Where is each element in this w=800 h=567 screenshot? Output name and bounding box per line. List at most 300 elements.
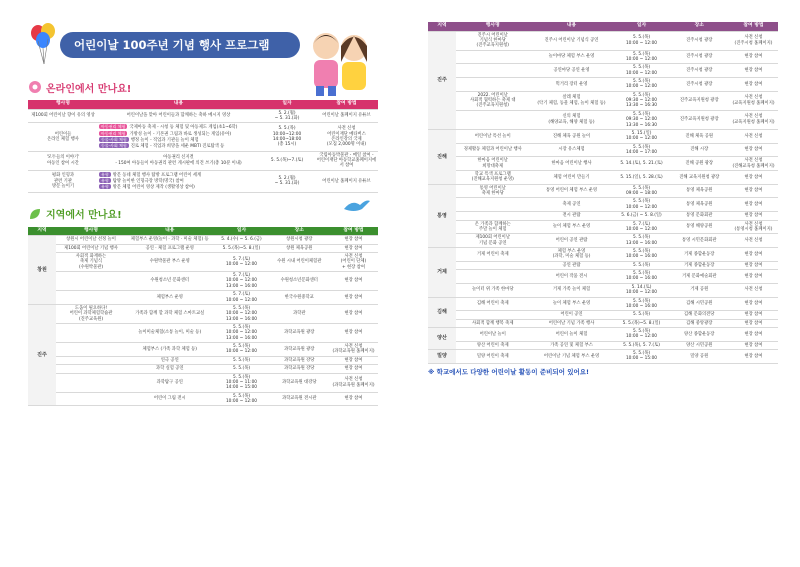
date-cell: 5. 5.(목) 14:00 ~ 17:00 (614, 143, 670, 157)
table-row (428, 341, 778, 349)
table-row (428, 91, 778, 110)
content-cell: 어린이날 기념 가족 행사 (530, 319, 614, 327)
content-cell: 체험 어린이 만들기 (530, 171, 614, 185)
place-cell: 진주시청 광장 (670, 78, 730, 92)
place-cell: 과학관 (270, 304, 330, 323)
place-cell: 진해 시장 (670, 143, 730, 157)
date-cell: 5. 5.(목) 10:00 ~ 16:00 (614, 297, 670, 311)
table-row (428, 50, 778, 64)
table-row (28, 365, 378, 373)
method-cell: 현장 참여 (729, 184, 778, 198)
event-name-cell: 평화 인형과 관련 기관 방문 놀이기 (28, 170, 98, 192)
method-cell: 현장 참여 (329, 392, 378, 406)
table-row (28, 151, 378, 170)
table-row (428, 220, 778, 234)
category-badge: 유형 (101, 178, 109, 184)
page-title: 어린이날 100주년 기념 행사 프로그램 (60, 32, 300, 58)
place-cell: 수원청소년문화센터 (270, 272, 330, 291)
local-section-header (28, 205, 378, 223)
content-cell: 공연마당 공연 운영 (530, 64, 614, 78)
region-cell: 진주 (28, 304, 56, 405)
table-row (428, 64, 778, 78)
date-cell: 5. 5.(목) 10:00 ~ 12:00 (614, 327, 670, 341)
date-cell: 5. 4.(수) ~ 5. 6.(금) (214, 236, 270, 244)
event-name-cell (456, 50, 530, 64)
date-cell: 5. 5.(목) 10:00~12:00 14:00~18:00 (총 15시) (259, 123, 315, 151)
table-row (428, 157, 778, 171)
content-cell: 가족과 함께 할 과학 체험 스마트교실 (126, 304, 214, 323)
date-cell: 5. 5.(목) 10:00 ~ 12:00 (614, 78, 670, 92)
method-cell: 사전 신청 (진해교육청 홈페이지) (729, 157, 778, 171)
date-cell: 5. 6.(금) ~ 5. 8.(일) (614, 212, 670, 220)
content-text: 진로 체험 - 직업과 희망을 세운 MBTI 진로탐색 등 (130, 144, 225, 150)
date-cell: 5. 5.(목) (614, 261, 670, 269)
date-cell: 5. 5.(목)~5. 8.(일) (614, 319, 670, 327)
method-cell: 현장 참여 (729, 248, 778, 262)
region-cell: 창원 (28, 236, 56, 305)
place-cell: 과학교육원 강당 (270, 356, 330, 364)
event-name-cell: 제100회 어린이날 기념 문화 공연 (456, 234, 530, 248)
table-row (428, 234, 778, 248)
right-panel (428, 22, 778, 376)
column-header: 지역 (428, 22, 456, 31)
place-cell: 진주시청 광장 (670, 31, 730, 50)
table-row (428, 283, 778, 297)
title-area (28, 22, 378, 72)
region-cell: 진주 (428, 31, 456, 129)
column-header: 참여 방법 (329, 227, 378, 236)
method-cell: 현장 참여 (729, 261, 778, 269)
table-row (28, 253, 378, 272)
event-name-cell: '모두들의 이야기' 아동인 참여 시간 (28, 151, 98, 170)
place-cell: 통영 문화회관 (670, 212, 730, 220)
balloons-icon (28, 22, 60, 66)
place-cell: 양산 종합운동장 (670, 327, 730, 341)
method-cell: 현장 참여 (729, 50, 778, 64)
category-badge: 유형 (101, 184, 109, 190)
method-cell: 현장 참여 (729, 198, 778, 212)
content-text: 국제아동 축제 - 시청 등 체험 및 아동제도 게임(초1~6학) (129, 125, 238, 131)
date-cell: 5. 5.(목) 10:00 ~ 11:00 14:00 ~ 15:00 (214, 373, 270, 392)
place-cell: 한국수원중학교 (270, 291, 330, 305)
place-cell: 양산 시민공원 (670, 341, 730, 349)
place-cell: 진주교육지원청 광장 (670, 110, 730, 129)
content-cell: 놀이 체험 부스 운영 (530, 220, 614, 234)
content-cell: 어린이 그림 전시 (126, 392, 214, 406)
event-name-cell: 제100회 어린이날 향이 유의 영상 (28, 109, 98, 123)
method-cell: 사전 신청 (통영시청 홈페이지) (729, 220, 778, 234)
right-table (428, 22, 778, 364)
date-cell: 5. 7.(토) 10:00 ~ 12:00 13:00 ~ 16:00 (214, 272, 270, 291)
column-header: 장소 (270, 227, 330, 236)
method-cell: 현장 참여 (329, 356, 378, 364)
place-cell: 통영 해양공원 (670, 220, 730, 234)
content-cell: 어린이날을 맞아 어린이들과 함께하는 축하 메시지 영상 (98, 109, 259, 123)
date-cell: 5. 15.(일) 10:00 ~ 12:00 (614, 129, 670, 143)
date-cell: 5. 5.(목) 13:00 ~ 16:00 (614, 234, 670, 248)
method-cell: 현장 참여 (329, 323, 378, 342)
place-cell: 거제 종합운동장 (670, 248, 730, 262)
content-cell: 아동권리 신지결 - 150여 아동들이 아동권리 관련 게시판에 의견 쓰기(총 10분 이내) (98, 151, 259, 170)
method-cell: 사전 신청 (과학교육원 홈페이지) (329, 373, 378, 392)
method-cell: 현장 참여 (729, 341, 778, 349)
column-header: 행사명 (56, 227, 126, 236)
event-name-cell: 어린이날 놀이 (456, 327, 530, 341)
method-cell: 현장 참여 (729, 212, 778, 220)
date-cell: 5. 5.(목) (214, 365, 270, 373)
region-cell: 밀양 (428, 350, 456, 364)
table-row (428, 270, 778, 284)
local-table (28, 227, 378, 406)
content-cell: 거제 가족 놀이 체험 (530, 283, 614, 297)
method-cell: 현장 참여 (729, 327, 778, 341)
content-item (99, 184, 258, 190)
event-name-cell: 밀양 어린이 축제 (456, 350, 530, 364)
content-cell: 어린이 공연 관람 (530, 234, 614, 248)
table-row (428, 327, 778, 341)
region-cell: 진해 (428, 129, 456, 184)
column-header: 행사명 (28, 100, 98, 109)
method-cell: 현장 참여 (729, 64, 778, 78)
footnote: ※ 학교에서도 다양한 어린이날 활동이 준비되어 있어요! (428, 367, 589, 376)
date-cell: 5. 15.(일), 5. 28.(토) (614, 171, 670, 185)
region-cell: 거제 (428, 248, 456, 298)
table-row (28, 272, 378, 291)
table-row (428, 184, 778, 198)
table-row (28, 109, 378, 123)
content-text: 가방성 놀이 - 기본권 그림과 바로 생성되는 게임(유아) (129, 131, 232, 137)
date-cell: 5. 5.(목)~5. 8.(일) (214, 244, 270, 252)
method-cell: 현장 참여 (329, 291, 378, 305)
content-cell: 먹거리 장터 운영 (530, 78, 614, 92)
table-row (428, 311, 778, 319)
table-row (428, 198, 778, 212)
event-name-cell (56, 272, 126, 291)
content-cell: 진주시 어린이날 기념식 공연 (530, 31, 614, 50)
table-row (428, 110, 778, 129)
content-cell: 신의 체험 (해양교육, 해양 체험 등) (530, 110, 614, 129)
content-cell: 진해 체육 공원 놀이 (530, 129, 614, 143)
leaf-icon (28, 207, 42, 221)
date-cell: 5. 5.(목), 5. 7.(토) (614, 341, 670, 349)
method-cell: 현장 참여 (729, 297, 778, 311)
category-badge: 아동권리 체험 (101, 124, 126, 130)
date-cell: 5. 2.(월) ~ 5. 31.(화) (259, 109, 315, 123)
table-row (28, 373, 378, 392)
table-row (28, 356, 378, 364)
method-cell: 현장 참여 (329, 304, 378, 323)
date-cell: 5. 7.(토) 10:00 ~ 12:00 (614, 220, 670, 234)
left-panel (28, 22, 378, 406)
method-cell: 사전 신청 (과학교육원 홈페이지) (329, 343, 378, 357)
method-cell: 현장 참여 (729, 78, 778, 92)
content-text: 방문 체험 어린이 영상 제작 (생활영상 참여) (112, 185, 195, 191)
table-row (428, 297, 778, 311)
online-table (28, 100, 378, 193)
category-badge: 동물·사회 체험 (101, 143, 127, 149)
category-badge: 아동권리 체험 (101, 130, 126, 136)
table-row (428, 261, 778, 269)
content-cell: 체험 부스 운영 (과학, 미술 체험 등) (530, 248, 614, 262)
content-cell: 축제 공연 (530, 198, 614, 212)
column-header: 행사명 (456, 22, 530, 31)
content-cell: 시장 유스체험 (530, 143, 614, 157)
place-cell: 진주시청 광장 (670, 50, 730, 64)
date-cell: 5. 7.(토) 10:00 ~ 12:00 (214, 291, 270, 305)
place-cell: 김해 문화의전당 (670, 311, 730, 319)
place-cell: 진주시청 광장 (670, 64, 730, 78)
table-row (28, 343, 378, 357)
content-cell: 과학탐구 공연 (126, 373, 214, 392)
event-name-cell (56, 343, 126, 357)
event-name-cell: 양산 어린이 축제 (456, 341, 530, 349)
place-cell: 수원 시내 어린이체험관 (270, 253, 330, 272)
method-cell: 국립아동박물관 - 매일 참여 - 어린이재단 아동학교홈페이지에서 참여 (316, 152, 377, 169)
method-cell: 현장 참여 (729, 270, 778, 284)
method-cell: 사전 신청 (교육지원청 홈페이지) (729, 110, 778, 129)
place-cell: 김해 중앙광장 (670, 319, 730, 327)
date-cell: 5. 5.(목) (614, 311, 670, 319)
content-cell: 체험부스 운영 (126, 291, 214, 305)
date-cell: 5. 5.(목) 09:30 ~ 12:00 13:30 ~ 16:30 (614, 110, 670, 129)
event-name-cell: 어린이날 특선 놀이 (456, 129, 530, 143)
date-cell: 5. 14.(토), 5. 21.(토) (614, 157, 670, 171)
table-row (428, 350, 778, 364)
content-text: 행정 놀이 - 직업과 기관들 놀이 체험 (130, 137, 199, 143)
event-name-cell (56, 392, 126, 406)
method-cell: 현장 참여 (729, 319, 778, 327)
content-cell: 살레 체험 (악기 체험, 동물 체험, 놀이 체험 등) (530, 91, 614, 110)
table-row (28, 170, 378, 192)
column-header: 내용 (126, 227, 214, 236)
table-row (28, 236, 378, 244)
region-cell: 통영 (428, 184, 456, 247)
place-cell: 진주교육지원청 광장 (670, 91, 730, 110)
content-cell: 수원박물관 부스 운영 (126, 253, 214, 272)
event-name-cell (56, 356, 126, 364)
region-cell: 김해 (428, 297, 456, 327)
method-cell: 현장 참여 (329, 365, 378, 373)
content-cell: 어린이 놀이 체험 (530, 327, 614, 341)
category-badge: 동물·사회 체험 (101, 136, 127, 142)
place-cell: 통영 시민문화회관 (670, 234, 730, 248)
content-text: 방문 동네 체험 행사 탐방 프로그램 어린이 세계 (112, 172, 202, 178)
date-cell: 5. 5.(목) 10:00 ~ 12:00 (214, 343, 270, 357)
method-cell: 어린이날 홈페이지 유튜브 (315, 109, 378, 123)
event-name-cell: 거제 어린이 축제 (456, 248, 530, 262)
content-cell: 과학 실험 공연 (126, 365, 214, 373)
event-name-cell (56, 365, 126, 373)
table-row (428, 248, 778, 262)
table-row (28, 392, 378, 406)
date-cell: 5. 5.(목) 10:00 ~ 12:00 (614, 198, 670, 212)
event-name-cell: 통영 어린이날 축제 한마당 (456, 184, 530, 198)
content-item (99, 124, 258, 130)
method-cell: 사전 신청 어린이재단 메타버스 온라인강의 국제 (모집 2,000명 이내) (315, 123, 378, 151)
column-header: 참여 방법 (729, 22, 778, 31)
place-cell: 거제 종합운동장 (670, 261, 730, 269)
event-name-cell (56, 373, 126, 392)
method-cell: 사전 신청 (729, 283, 778, 297)
region-cell: 양산 (428, 327, 456, 349)
column-header: 일자 (614, 22, 670, 31)
date-cell: 5. 5.(목) 10:00 ~ 16:00 (614, 270, 670, 284)
place-cell: 김해 시민공원 (670, 297, 730, 311)
content-cell: 어린이 작품 전시 (530, 270, 614, 284)
content-cell: 어린이날 기념 체험 부스 운영 (530, 350, 614, 364)
place-cell: 과학교육원 광장 (270, 323, 330, 342)
event-name-cell: 한마음 어린이날 희망대축제 (456, 157, 530, 171)
event-name-cell: 제100회 어린이날 기념 행사 (56, 244, 126, 252)
date-cell: 5. 5.(목) 10:00 ~ 12:00 (614, 50, 670, 64)
date-cell: 5. 5.(목) 09:30 ~ 12:00 13:30 ~ 16:30 (614, 91, 670, 110)
date-cell: 5. 14.(토) 10:00 ~ 12:00 (614, 283, 670, 297)
column-header: 참여 방법 (315, 100, 378, 109)
table-row (428, 143, 778, 157)
content-cell: 놀이마당 체험 부스 운영 (530, 50, 614, 64)
date-cell: 5. 5.(목) 09:00 ~ 18:00 (614, 184, 670, 198)
event-name-cell: 사회적 함께 행복 축제 (456, 319, 530, 327)
event-name-cell (456, 270, 530, 284)
event-name-cell (456, 198, 530, 212)
method-cell: 사전 신청 (어린이 단체) + 현장 참여 (329, 253, 378, 272)
place-cell: 진해 체육 공원 (670, 129, 730, 143)
content-cell: 연극 공연 (126, 356, 214, 364)
content-cell: 수원청소년 문화센터 (126, 272, 214, 291)
method-cell: 사전 신청 (진주시청 홈페이지) (729, 31, 778, 50)
method-cell: 사전 신청 (교육지원청 홈페이지) (729, 91, 778, 110)
event-name-cell: 도움이 필요하다! 어린이 과학체험학습관 (진주교육원) (56, 304, 126, 323)
content-cell: 한마음 어린이날 행사 (530, 157, 614, 171)
date-cell: 5. 5.(목) 10:00 ~ 12:00 (614, 64, 670, 78)
place-cell: 통영 체육공원 (670, 184, 730, 198)
content-cell (98, 123, 259, 151)
place-cell: 통영 체육공원 (670, 198, 730, 212)
event-name-cell: 경제활동 체험과 어린이날 행사 (456, 143, 530, 157)
content-cell: 공연 관람 (530, 261, 614, 269)
content-cell: 통영 어린이 체험 부스 운영 (530, 184, 614, 198)
table-row (428, 319, 778, 327)
event-name-cell (56, 291, 126, 305)
table-row (428, 129, 778, 143)
date-cell: 5. 2.(월) ~ 5. 31.(화) (259, 170, 315, 192)
event-name-cell: 사회적 화재하는 축제 기념식 (수원박물관) (56, 253, 126, 272)
event-name-cell: 학교 특색 프로그램 (진해교육지원청 운영) (456, 171, 530, 185)
place-cell: 과학교육원 강당 (270, 365, 330, 373)
date-cell: 5. 5.(목) 10:00 ~ 15:00 (614, 350, 670, 364)
content-cell: 전시 관람 (530, 212, 614, 220)
flower-icon (28, 80, 42, 94)
event-name-cell: 온 가족과 함께하는 주말 놀이 체험 (456, 220, 530, 234)
method-cell: 현장 참여 (729, 143, 778, 157)
date-cell: 5. 5.(목)~7.(토) (259, 151, 315, 170)
date-cell: 5. 5.(목) 10:00 ~ 12:00 (214, 392, 270, 406)
event-name-cell: 진주시 어린이날 기념식 한마당 (진주교육지원청) (456, 31, 530, 50)
column-header: 지역 (28, 227, 56, 236)
category-badge: 유형 (101, 171, 109, 177)
place-cell: 진해 교육지원청 광장 (670, 171, 730, 185)
event-name-cell (456, 311, 530, 319)
place-cell: 진해 공원 광장 (670, 157, 730, 171)
method-cell: 현장 참여 (329, 236, 378, 244)
event-name-cell: 어린이들 온라인 체험 행사 (28, 123, 98, 151)
event-name-cell (456, 78, 530, 92)
date-cell: 5. 5.(목) 10:00 ~ 16:00 (614, 248, 670, 262)
content-cell: 가족 공연 및 체험 부스 (530, 341, 614, 349)
table-row (28, 244, 378, 252)
bird-icon (342, 197, 372, 215)
method-cell: 현장 참여 (729, 350, 778, 364)
table-row (28, 323, 378, 342)
online-section-title: 온라인에서 만나요! (46, 83, 132, 95)
content-cell: 놀이미술체험(소통 놀이, 미술 등) (126, 323, 214, 342)
content-cell: 놀이 체험 부스 운영 (530, 297, 614, 311)
place-cell: 거제 공원 (670, 283, 730, 297)
content-cell: 공연 · 체험 프로그램 운영 (126, 244, 214, 252)
place-cell: 과학교육원 광장 (270, 343, 330, 357)
table-row (28, 123, 378, 151)
content-cell: 체험부스 운영(놀이 · 과학 · 미술 체험) 등 (126, 236, 214, 244)
event-name-cell (56, 323, 126, 342)
content-item (99, 143, 258, 149)
date-cell: 5. 5.(목) 10:00 ~ 12:00 (614, 31, 670, 50)
event-name-cell: 놀이터 위 가족 한마당 (456, 283, 530, 297)
content-cell: 어린이 공연 (530, 311, 614, 319)
content-cell: 체험부스 (가족 과학 체험 등) (126, 343, 214, 357)
method-cell: 어린이날 홈페이지 유튜브 (315, 170, 378, 192)
table-row (428, 171, 778, 185)
event-name-cell (456, 64, 530, 78)
children-illustration-icon (300, 22, 378, 100)
table-row (428, 78, 778, 92)
table-row (428, 31, 778, 50)
local-section-title: 지역에서 만나요! (46, 210, 122, 222)
event-name-cell (456, 212, 530, 220)
method-cell: 사전 신청 (729, 129, 778, 143)
method-cell: 현장 참여 (729, 171, 778, 185)
table-row (28, 304, 378, 323)
place-cell: 창원시청 광장 (270, 236, 330, 244)
date-cell: 5. 5.(목) 10:00 ~ 12:00 13:00 ~ 16:00 (214, 304, 270, 323)
event-name-cell (456, 110, 530, 129)
event-name-cell: 2022. 어린이날 사회적 협력하는 축제 대 (진주교육지원청) (456, 91, 530, 110)
column-header: 일자 (214, 227, 270, 236)
column-header: 일자 (259, 100, 315, 109)
method-cell: 현장 참여 (329, 244, 378, 252)
method-cell: 사전 신청 (729, 234, 778, 248)
date-cell: 5. 7.(토) 10:00 ~ 12:00 (214, 253, 270, 272)
event-name-cell: 김해 어린이 축제 (456, 297, 530, 311)
date-cell: 5. 5.(목) 10:00 ~ 12:00 13:00 ~ 16:00 (214, 323, 270, 342)
event-name-cell: 창원시 어린이날 선정 놀이 (56, 236, 126, 244)
column-header: 내용 (530, 22, 614, 31)
method-cell: 현장 참여 (329, 272, 378, 291)
table-row (28, 291, 378, 305)
method-cell: 현장 참여 (729, 311, 778, 319)
column-header: 장소 (670, 22, 730, 31)
place-cell: 창원 체육공원 (270, 244, 330, 252)
event-name-cell (456, 261, 530, 269)
content-cell (98, 170, 259, 192)
place-cell: 과학교육원 대강당 (270, 373, 330, 392)
table-row (428, 212, 778, 220)
date-cell: 5. 5.(목) (214, 356, 270, 364)
column-header: 내용 (98, 100, 259, 109)
content-text: 탐방 놀이한 인형극장 방학(명국) 참여 (112, 179, 184, 185)
place-cell: 과학교육원 전시관 (270, 392, 330, 406)
place-cell: 밀양 공원 (670, 350, 730, 364)
place-cell: 거제 문화예술회관 (670, 270, 730, 284)
